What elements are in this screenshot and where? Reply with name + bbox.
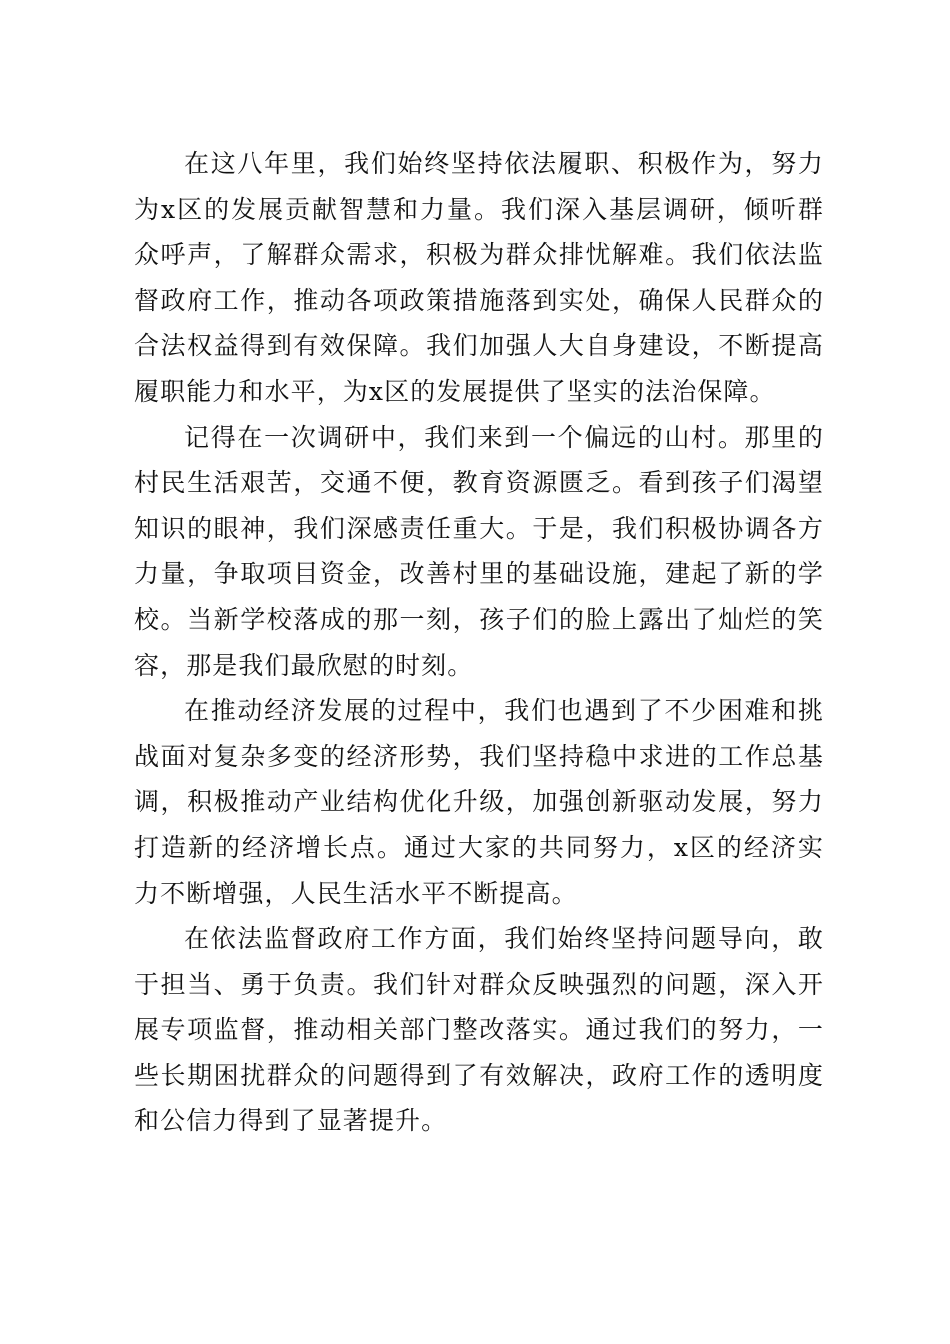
paragraph-4: 在依法监督政府工作方面，我们始终坚持问题导向，敢于担当、勇于负责。我们针对群众反映强烈的问题，深入开展专项监督，推动相关部门整改落实。通过我们的努力，一些长期困扰群众的问题得到了有效解决，政府工作的透明度和公信力得到了显著提升。 [134,924,824,1136]
paragraph-1: 在这八年里，我们始终坚持依法履职、积极作为，努力为x区的发展贡献智慧和力量。我们深入基层调研，倾听群众呼声，了解群众需求，积极为群众排忧解难。我们依法监督政府工作，推动各项政策措施落到实处，确保人民群众的合法权益得到有效保障。我们加强人大自身建设，不断提高履职能力和水平，为x区的发展提供了坚实的法治保障。 [134,149,824,406]
paragraph-3: 在推动经济发展的过程中，我们也遇到了不少困难和挑战面对复杂多变的经济形势，我们坚持稳中求进的工作总基调，积极推动产业结构优化升级，加强创新驱动发展，努力打造新的经济增长点。通过大家的共同努力，x区的经济实力不断增强，人民生活水平不断提高。 [134,696,824,908]
document-body [134,141,824,1144]
paragraph-2: 记得在一次调研中，我们来到一个偏远的山村。那里的村民生活艰苦，交通不便，教育资源匮乏。看到孩子们渴望知识的眼神，我们深感责任重大。于是，我们积极协调各方力量，争取项目资金，改善村里的基础设施，建起了新的学校。当新学校落成的那一刻，孩子们的脸上露出了灿烂的笑容，那是我们最欣慰的时刻。 [134,422,824,680]
